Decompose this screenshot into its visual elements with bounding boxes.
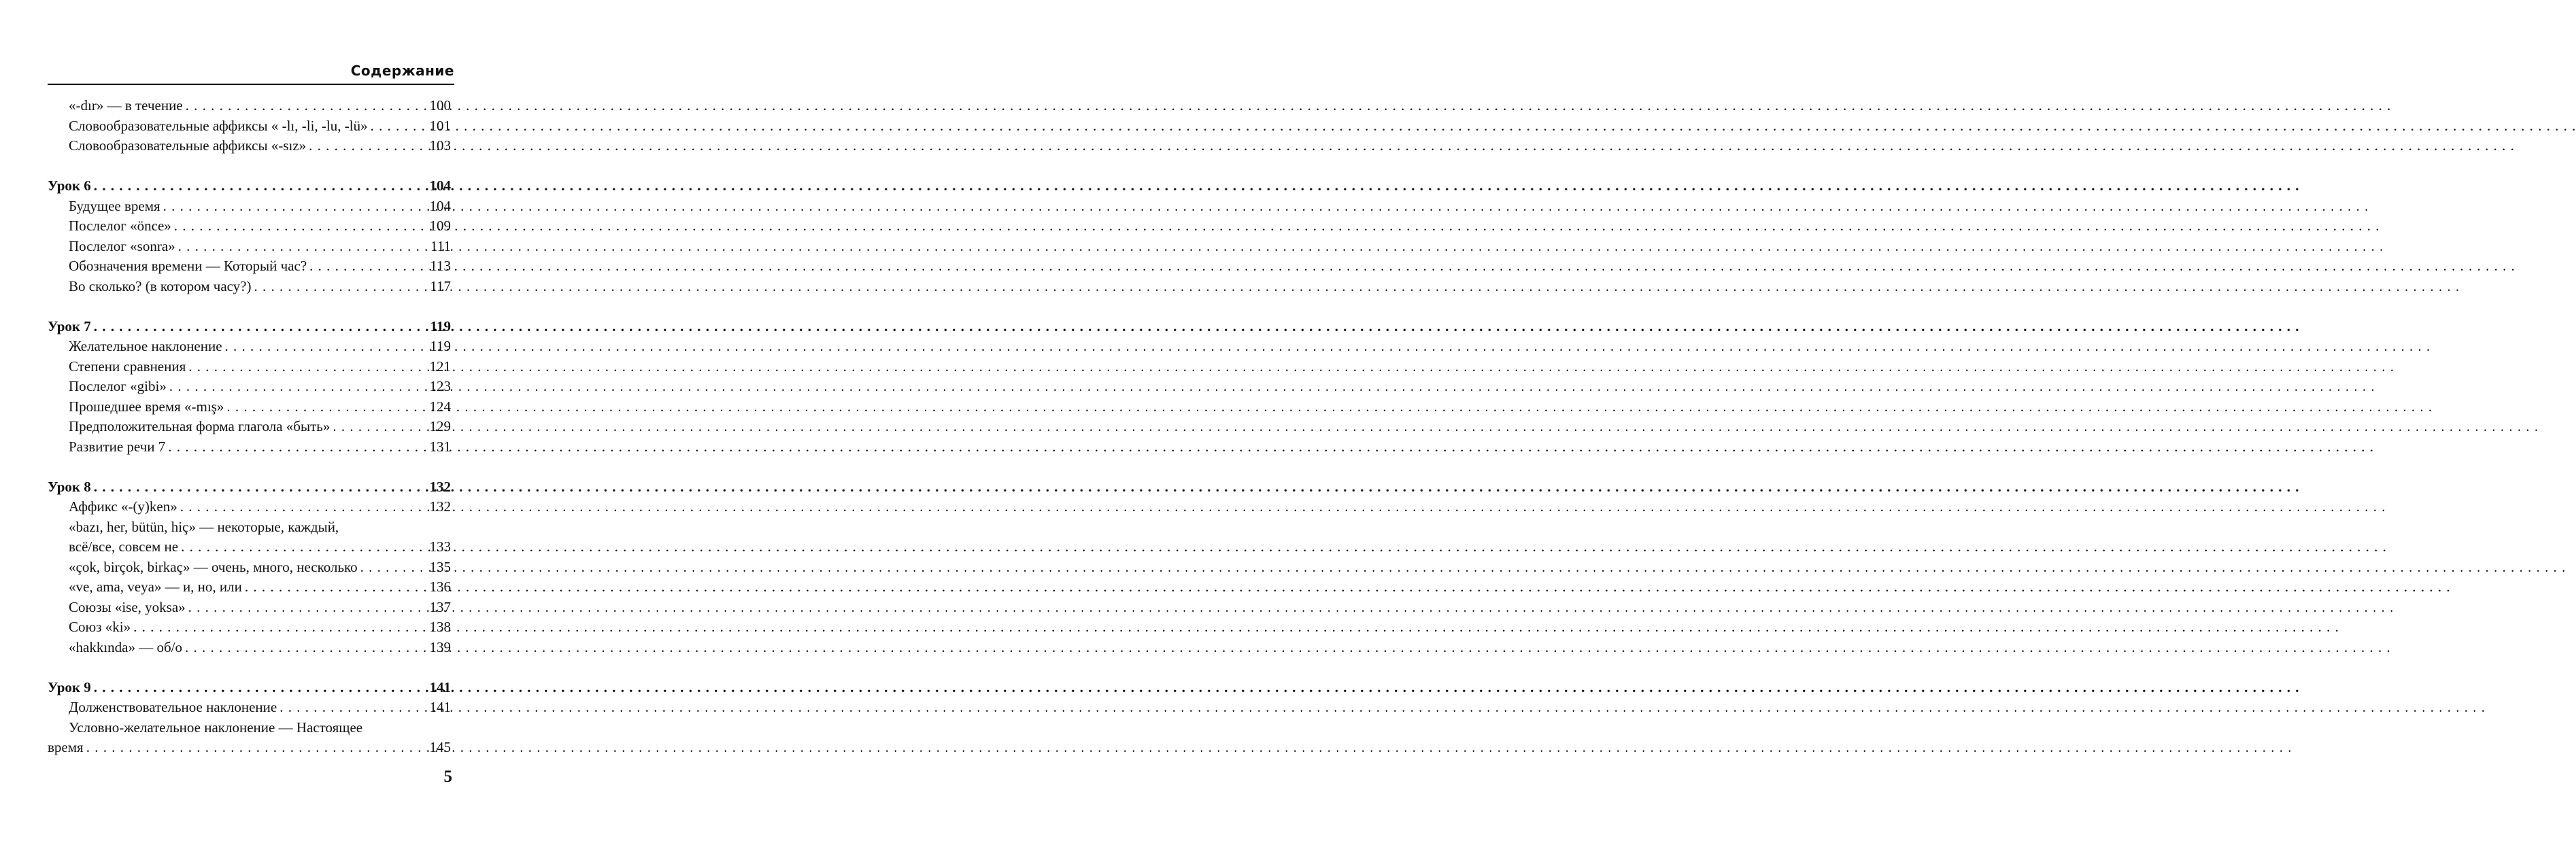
toc-entry-page: 100 — [429, 97, 451, 114]
toc-entry-title: Долженствовательное наклонение — [69, 699, 277, 715]
toc-entry-title: Желательное наклонение — [69, 338, 222, 354]
lesson-title: Урок 6 — [48, 177, 91, 194]
toc-entry-title: Степени сравнения — [69, 358, 186, 375]
toc-entry[interactable] — [48, 216, 451, 237]
dot-leader — [226, 397, 426, 417]
toc-entry-page: 139 — [429, 638, 451, 655]
toc-entry-page: 124 — [429, 398, 451, 415]
dot-leader — [185, 638, 427, 658]
running-head: Содержание — [350, 63, 454, 79]
dot-leader — [94, 477, 427, 498]
toc-entry-title: Союз «ki» — [69, 619, 131, 635]
toc-entry[interactable] — [48, 698, 451, 718]
dot-leader — [94, 317, 428, 337]
toc-entry-title: Прошедшее время «-mış» — [69, 398, 224, 415]
toc-entry[interactable] — [48, 557, 451, 578]
toc-entry[interactable] — [48, 437, 451, 458]
toc-entry-page: 141 — [429, 699, 451, 715]
toc-entry-title: Словообразовательные аффиксы « -lı, -li, -lu, -lü» — [69, 117, 368, 134]
toc-entry[interactable] — [48, 417, 451, 437]
toc-lesson-7[interactable] — [48, 317, 451, 337]
toc-entry[interactable] — [48, 617, 451, 638]
toc-entry[interactable] — [48, 116, 451, 137]
toc-entry-page: 132 — [429, 498, 451, 515]
dot-leader — [174, 216, 427, 237]
dot-leader — [371, 116, 427, 137]
page-number: 5 — [443, 768, 452, 786]
toc-entry-title: Союзы «ise, yoksa» — [69, 598, 186, 615]
toc-entry-page: 136 — [429, 579, 451, 595]
toc-entry[interactable] — [48, 638, 451, 658]
toc-entry-title: Во сколько? (в котором часу?) — [69, 277, 252, 294]
toc-entry-title: «-dır» — в течение — [69, 97, 183, 114]
toc-entry-title: Предположительная форма глагола «быть» — [69, 418, 331, 434]
toc-entry[interactable] — [48, 96, 451, 116]
toc-lesson-6[interactable] — [48, 176, 451, 196]
lesson-title: Урок 7 — [48, 317, 91, 334]
toc-entry-page: 123 — [429, 378, 451, 394]
lesson-page: 132 — [429, 478, 451, 495]
toc-entry-title: Развитие речи 7 — [69, 438, 166, 455]
lesson-title: Урок 8 — [48, 478, 91, 495]
toc-entry-title-continued: время — [48, 739, 84, 755]
toc-entry-first-line[interactable] — [48, 517, 451, 538]
toc-entry-title: «çok, birçok, birkaç» — очень, много, несколько — [69, 558, 358, 575]
toc-entry-title: Послелог «önce» — [69, 218, 171, 234]
toc-entry-page: 113 — [430, 258, 451, 274]
dot-leader — [86, 738, 427, 758]
toc-entry-page: 109 — [429, 218, 451, 234]
toc-entry[interactable] — [48, 577, 451, 598]
dot-leader — [163, 196, 427, 217]
dot-leader — [309, 256, 427, 277]
toc-page — [0, 0, 522, 843]
toc-entry[interactable] — [48, 357, 451, 377]
toc-entry-title: «hakkında» — об/о — [69, 638, 182, 655]
dot-leader — [94, 176, 427, 196]
toc-entry-title: Послелог «gibi» — [69, 378, 167, 394]
dot-leader — [360, 557, 427, 578]
header-rule — [48, 84, 454, 85]
dot-leader — [225, 337, 428, 357]
toc-entry-title: Условно-желательное наклонение — Настоящее — [69, 719, 363, 736]
toc-lesson-9[interactable] — [48, 678, 451, 698]
dot-leader — [181, 537, 426, 557]
toc-entry[interactable] — [48, 497, 451, 517]
toc-entry[interactable] — [48, 237, 451, 257]
toc-entry-page: 101 — [429, 117, 451, 134]
toc-entry-title: Будущее время — [69, 197, 160, 214]
toc-entry[interactable] — [48, 598, 451, 618]
toc-entry-title: Словообразовательные аффиксы «-sız» — [69, 137, 307, 154]
toc-entry[interactable] — [48, 337, 451, 357]
dot-leader — [333, 417, 426, 437]
toc-entry[interactable] — [48, 537, 451, 557]
lesson-page: 141 — [429, 678, 451, 695]
toc-entry-page: 135 — [429, 558, 451, 575]
dot-leader — [186, 96, 427, 116]
toc-entry[interactable] — [48, 397, 451, 417]
toc-entry-title: «bazı, her, bütün, hiç» — некоторые, каждый, — [69, 518, 339, 535]
dot-leader — [94, 678, 427, 698]
toc-entry-title: Обозначения времени — Который час? — [69, 258, 307, 274]
dot-leader — [279, 698, 426, 718]
toc-entry-page: 119 — [430, 338, 451, 354]
dot-leader — [188, 357, 426, 377]
toc-entry[interactable] — [48, 377, 451, 397]
toc-entry-page: 121 — [429, 358, 451, 375]
toc-entry-page: 129 — [429, 418, 451, 434]
toc-entry-title-continued: всё/все, совсем не — [69, 538, 179, 555]
toc-entry[interactable] — [48, 136, 451, 156]
toc-entry[interactable] — [48, 256, 451, 277]
dot-leader — [309, 136, 426, 156]
toc-entry[interactable] — [48, 196, 451, 217]
toc-entry-page: 117 — [430, 277, 451, 294]
toc-entry-page: 111 — [430, 237, 451, 254]
dot-leader — [245, 577, 427, 598]
toc-entry-page: 131 — [429, 438, 451, 455]
toc-lesson-8[interactable] — [48, 477, 451, 498]
dot-leader — [188, 598, 427, 618]
dot-leader — [169, 377, 427, 397]
toc-entry-title: Послелог «sonra» — [69, 237, 175, 254]
toc-entry-page: 145 — [429, 739, 451, 755]
toc-entry[interactable] — [48, 277, 451, 297]
toc-entry-page: 103 — [429, 137, 451, 154]
toc-entry-page: 133 — [429, 538, 451, 555]
dot-leader — [133, 617, 426, 638]
toc-entry-page: 104 — [429, 197, 451, 214]
dot-leader — [178, 237, 428, 257]
toc-entry-first-line[interactable] — [48, 718, 451, 738]
lesson-page: 119 — [430, 317, 451, 334]
toc-entry[interactable] — [48, 738, 451, 758]
lesson-page: 104 — [429, 177, 451, 194]
dot-leader — [180, 497, 427, 517]
dot-leader — [254, 277, 428, 297]
table-of-contents — [48, 96, 451, 758]
toc-entry-title: Аффикс «-(y)ken» — [69, 498, 177, 515]
dot-leader — [168, 437, 426, 458]
toc-entry-title: «ve, ama, veya» — и, но, или — [69, 579, 242, 595]
toc-entry-page: 137 — [429, 598, 451, 615]
lesson-title: Урок 9 — [48, 678, 91, 695]
toc-entry-page: 138 — [429, 619, 451, 635]
